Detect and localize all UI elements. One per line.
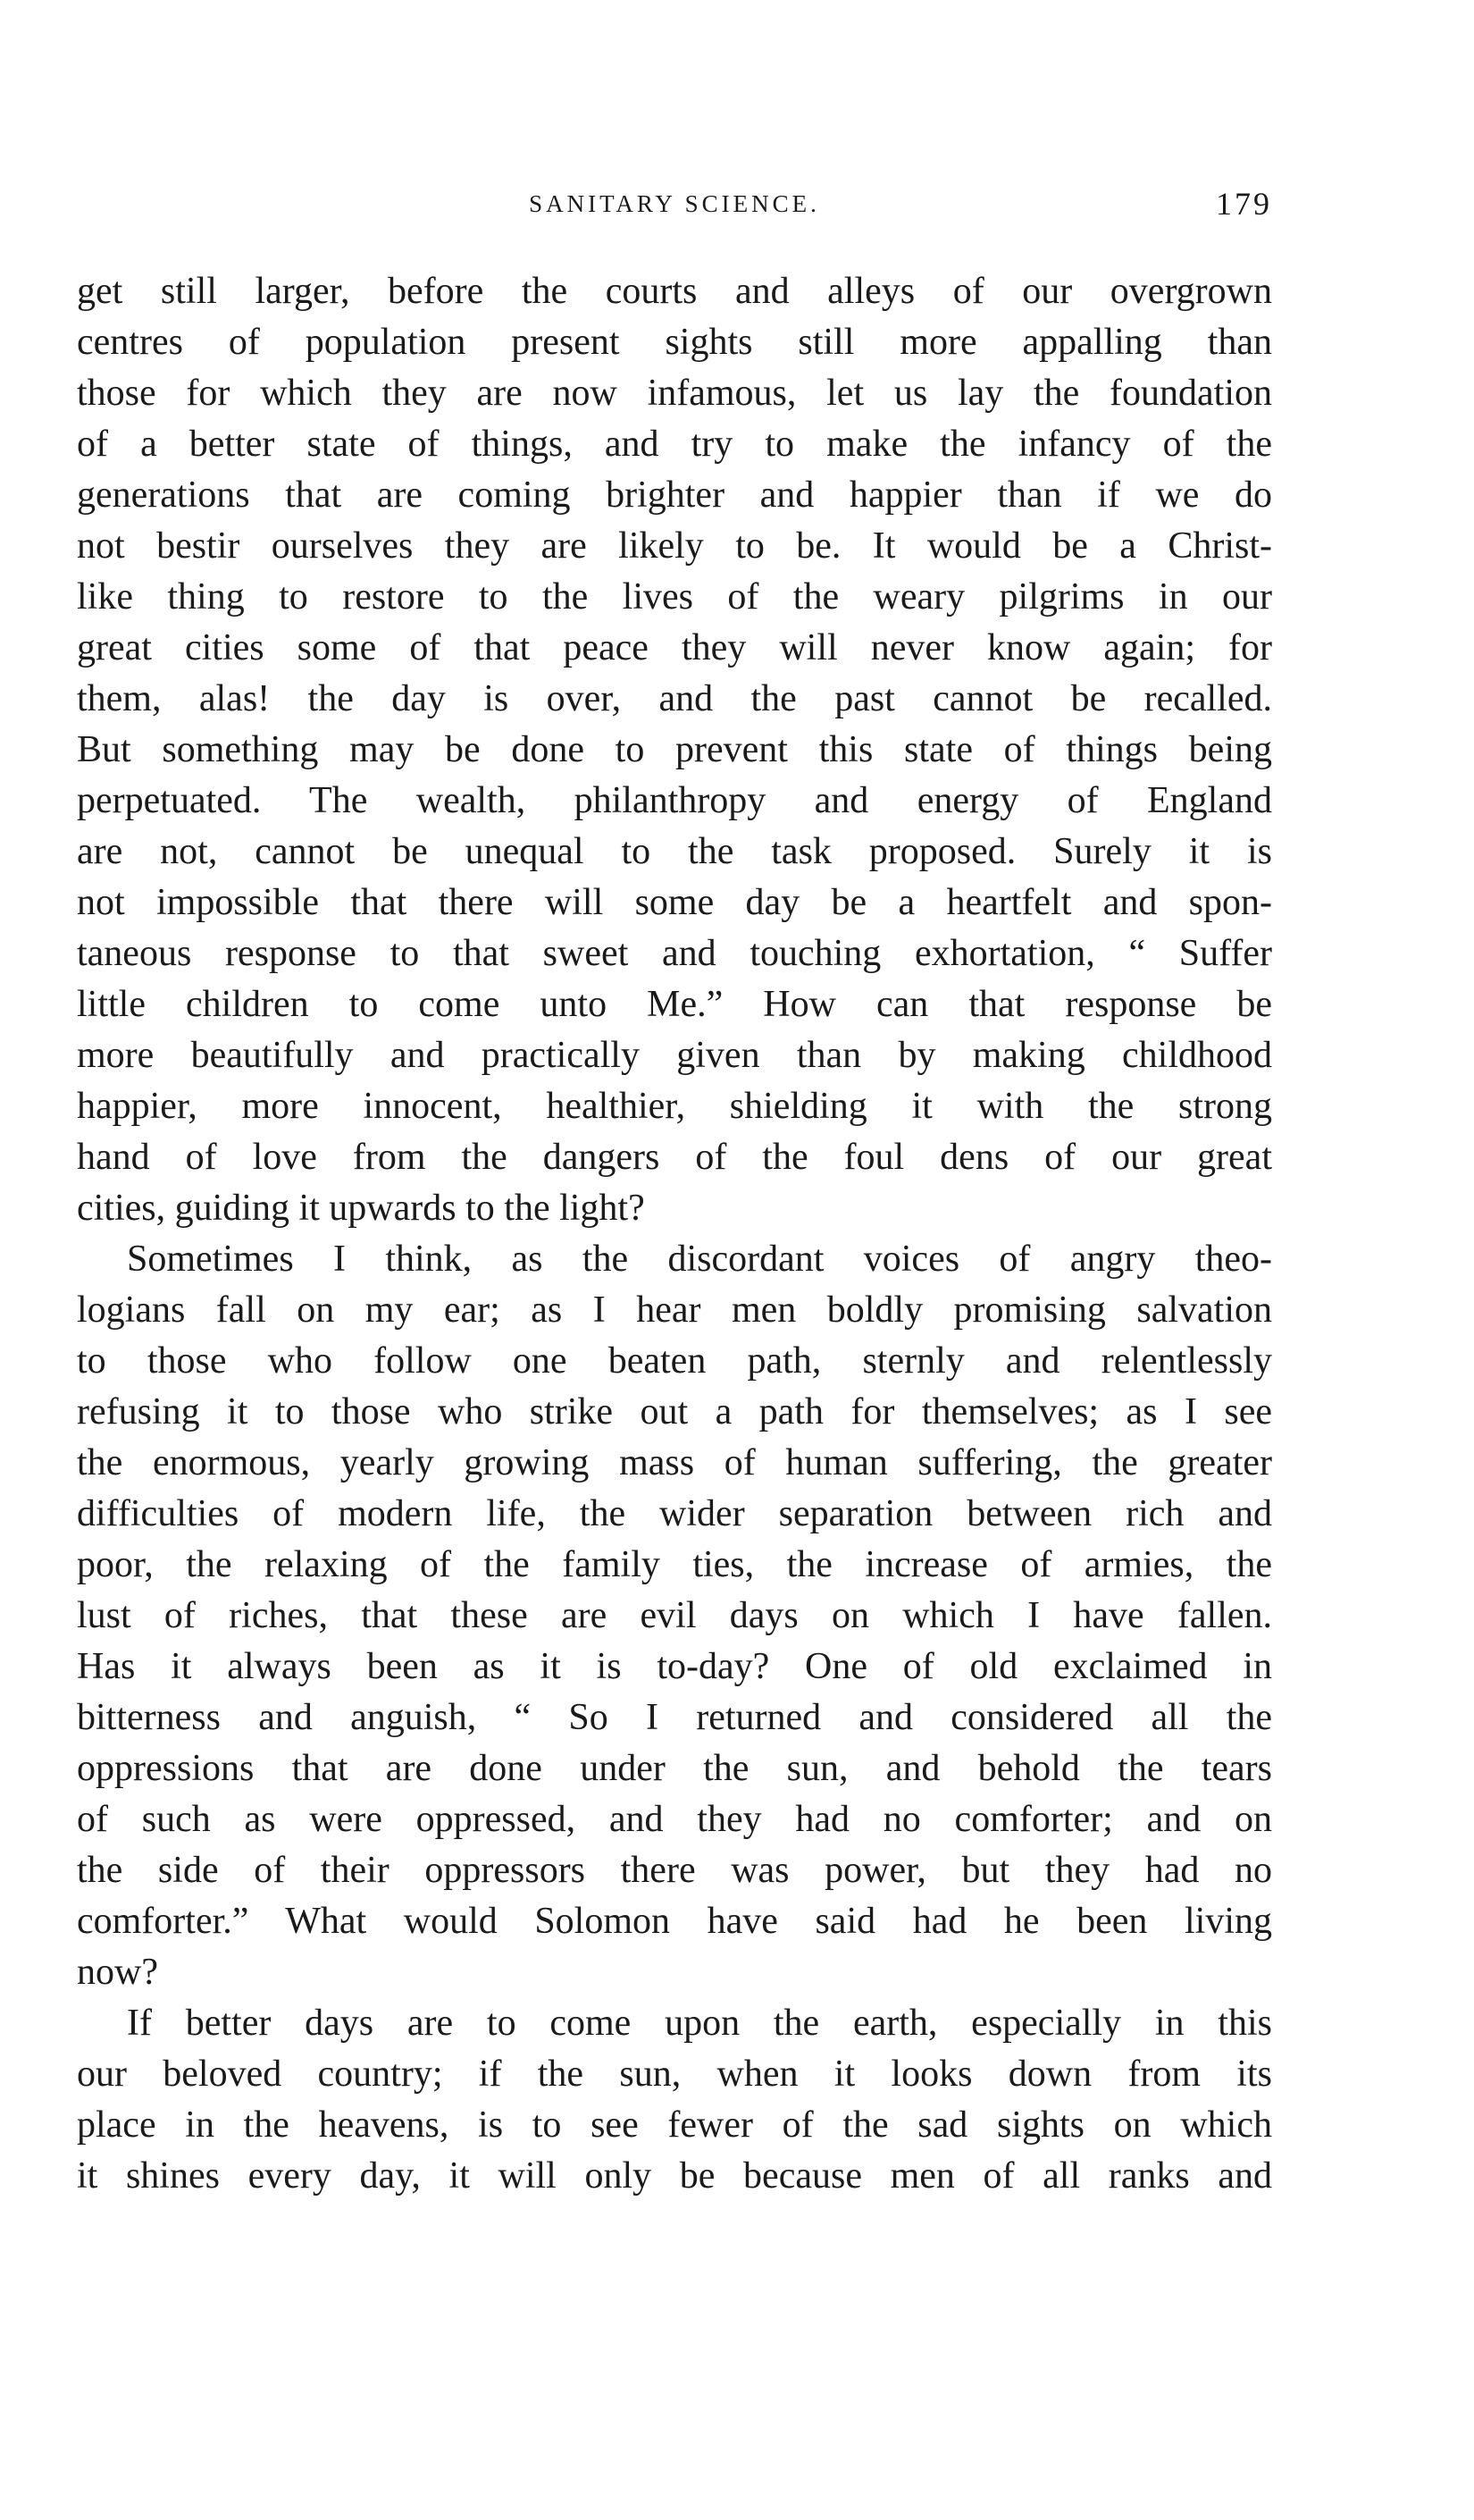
text-line: poor, the relaxing of the family ties, the increase of armies, the: [77, 1544, 1272, 1585]
text-line: to those who follow one beaten path, sternly and relentlessly: [77, 1340, 1272, 1382]
page-number: 179: [1216, 186, 1272, 222]
text-line: like thing to restore to the lives of the weary pilgrims in our: [77, 576, 1272, 617]
text-line: of a better state of things, and try to make the infancy of the: [77, 424, 1272, 465]
paragraph: [77, 1998, 1272, 2202]
text-line: refusing it to those who strike out a path for themselves; as I see: [77, 1391, 1272, 1432]
text-line: are not, cannot be unequal to the task proposed. Surely it is: [77, 831, 1272, 872]
text-line: comforter.” What would Solomon have said had he been living: [77, 1901, 1272, 1942]
text-line: the enormous, yearly growing mass of human suffering, the greater: [77, 1442, 1272, 1483]
text-line: Sometimes I think, as the discordant voices of angry theo-: [127, 1239, 1272, 1280]
text-line: more beautifully and practically given than by making childhood: [77, 1035, 1272, 1076]
text-line: now?: [77, 1952, 158, 1993]
text-line: them, alas! the day is over, and the past cannot be recalled.: [77, 678, 1272, 719]
text-line: bitterness and anguish, “ So I returned and considered all the: [77, 1697, 1272, 1738]
paragraph: [77, 266, 1272, 1234]
text-line: cities, guiding it upwards to the light?: [77, 1188, 645, 1229]
text-line: centres of population present sights still more appalling than: [77, 322, 1272, 363]
text-line: generations that are coming brighter and happier than if we do: [77, 475, 1272, 516]
paragraph: [77, 1234, 1272, 1998]
body-text: [77, 266, 1272, 2202]
text-line: get still larger, before the courts and alleys of our overgrown: [77, 271, 1272, 312]
text-line: lust of riches, that these are evil days on which I have fallen.: [77, 1595, 1272, 1636]
text-line: perpetuated. The wealth, philanthropy and energy of England: [77, 780, 1272, 821]
text-line: the side of their oppressors there was power, but they had no: [77, 1850, 1272, 1891]
text-line: not impossible that there will some day be a heartfelt and spon-: [77, 882, 1272, 923]
text-line: logians fall on my ear; as I hear men boldly promising salvation: [77, 1289, 1272, 1331]
text-line: great cities some of that peace they will never know again; for: [77, 627, 1272, 668]
text-line: oppressions that are done under the sun, and behold the tears: [77, 1748, 1272, 1789]
text-line: But something may be done to prevent this state of things being: [77, 729, 1272, 770]
text-line: little children to come unto Me.” How can that response be: [77, 984, 1272, 1025]
text-line: it shines every day, it will only be because men of all ranks and: [77, 2155, 1272, 2197]
text-line: difficulties of modern life, the wider separation between rich and: [77, 1493, 1272, 1534]
text-line: hand of love from the dangers of the foul dens of our great: [77, 1137, 1272, 1178]
text-line: Has it always been as it is to-day? One of old exclaimed in: [77, 1646, 1272, 1687]
text-line: taneous response to that sweet and touching exhortation, “ Suffer: [77, 933, 1272, 974]
running-title: SANITARY SCIENCE.: [529, 190, 820, 217]
text-line: of such as were oppressed, and they had no comforter; and on: [77, 1799, 1272, 1840]
running-head: [77, 177, 1272, 231]
text-line: happier, more innocent, healthier, shielding it with the strong: [77, 1086, 1272, 1127]
text-line: those for which they are now infamous, let us lay the foundation: [77, 373, 1272, 414]
text-line: place in the heavens, is to see fewer of the sad sights on which: [77, 2104, 1272, 2146]
text-line: not bestir ourselves they are likely to be. It would be a Christ-: [77, 525, 1272, 567]
text-line: If better days are to come upon the earth, especially in this: [127, 2003, 1272, 2044]
text-line: our beloved country; if the sun, when it looks down from its: [77, 2054, 1272, 2095]
